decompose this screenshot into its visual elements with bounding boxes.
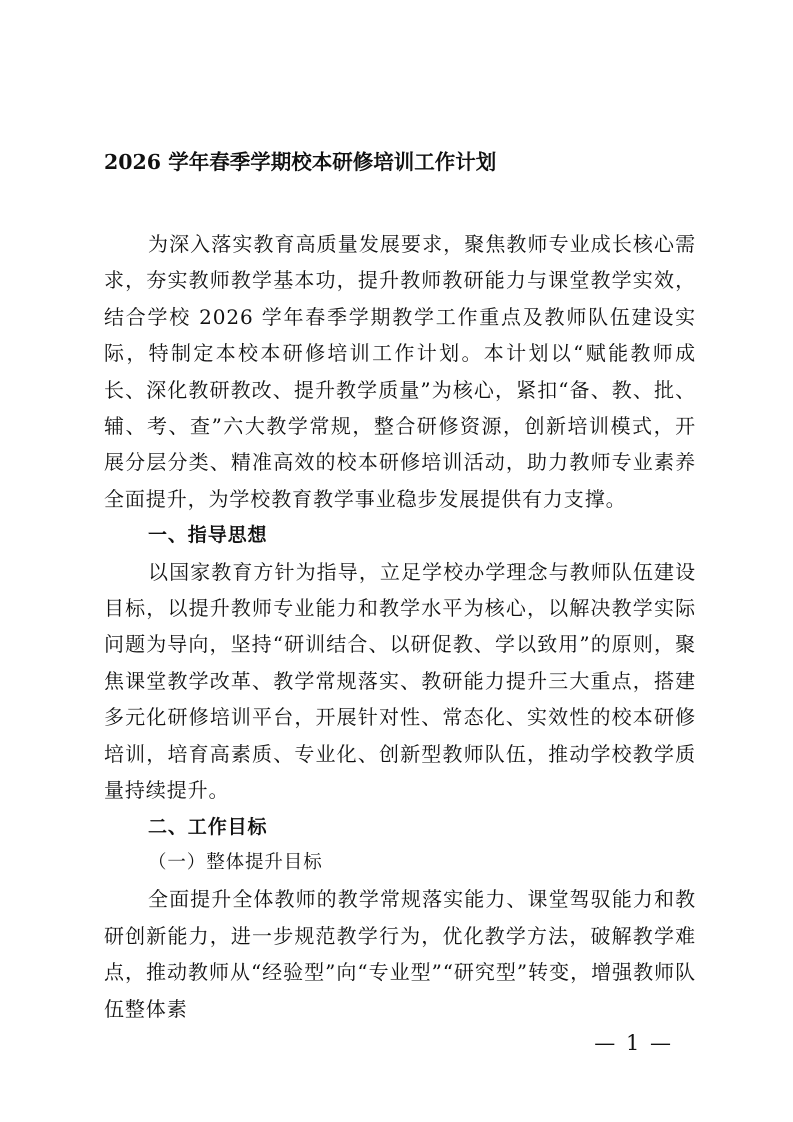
section-heading-guiding-ideology: 一、指导思想: [148, 524, 268, 547]
overall-goals-paragraph: 全面提升全体教师的教学常规落实能力、课堂驾驭能力和教研创新能力，进一步规范教学行为，优化教学方法，破解教学难点，推动教师从“经验型”向“专业型”“研究型”转变，增强教师队伍整体素: [104, 887, 696, 1021]
section-heading-work-goals: 二、工作目标: [148, 815, 268, 838]
page-number: — 1 —: [594, 1031, 673, 1055]
document-body: [104, 226, 696, 1027]
guiding-ideology-paragraph: 以国家教育方针为指导，立足学校办学理念与教师队伍建设目标，以提升教师专业能力和教学水平为核心，以解决教学实际问题为导向，坚持“研训结合、以研促教、学以致用”的原则，聚焦课堂教学改革、教学常规落实、教研能力提升三大重点，搭建多元化研修培训平台，开展针对性、常态化、实效性的校本研修培训，培育高素质、专业化、创新型教师队伍，推动学校教学质量持续提升。: [104, 559, 696, 803]
intro-paragraph: 为深入落实教育高质量发展要求，聚焦教师专业成长核心需求，夯实教师教学基本功，提升教师教研能力与课堂教学实效，结合学校 2026 学年春季学期教学工作重点及教师队伍建设实际，特制定本校本研修培训工作计划。本计划以“赋能教师成长、深化教研教改、提升教学质量”为核心，紧扣“备、教、批、辅、考、查”六大教学常规，整合研修资源，创新培训模式，开展分层分类、精准高效的校本研修培训活动，助力教师专业素养全面提升，为学校教育教学事业稳步发展提供有力支撑。: [104, 232, 696, 511]
subsection-heading-overall-goals: （一）整体提升目标: [148, 851, 323, 873]
document-title: 2026 学年春季学期校本研修培训工作计划: [104, 150, 497, 174]
